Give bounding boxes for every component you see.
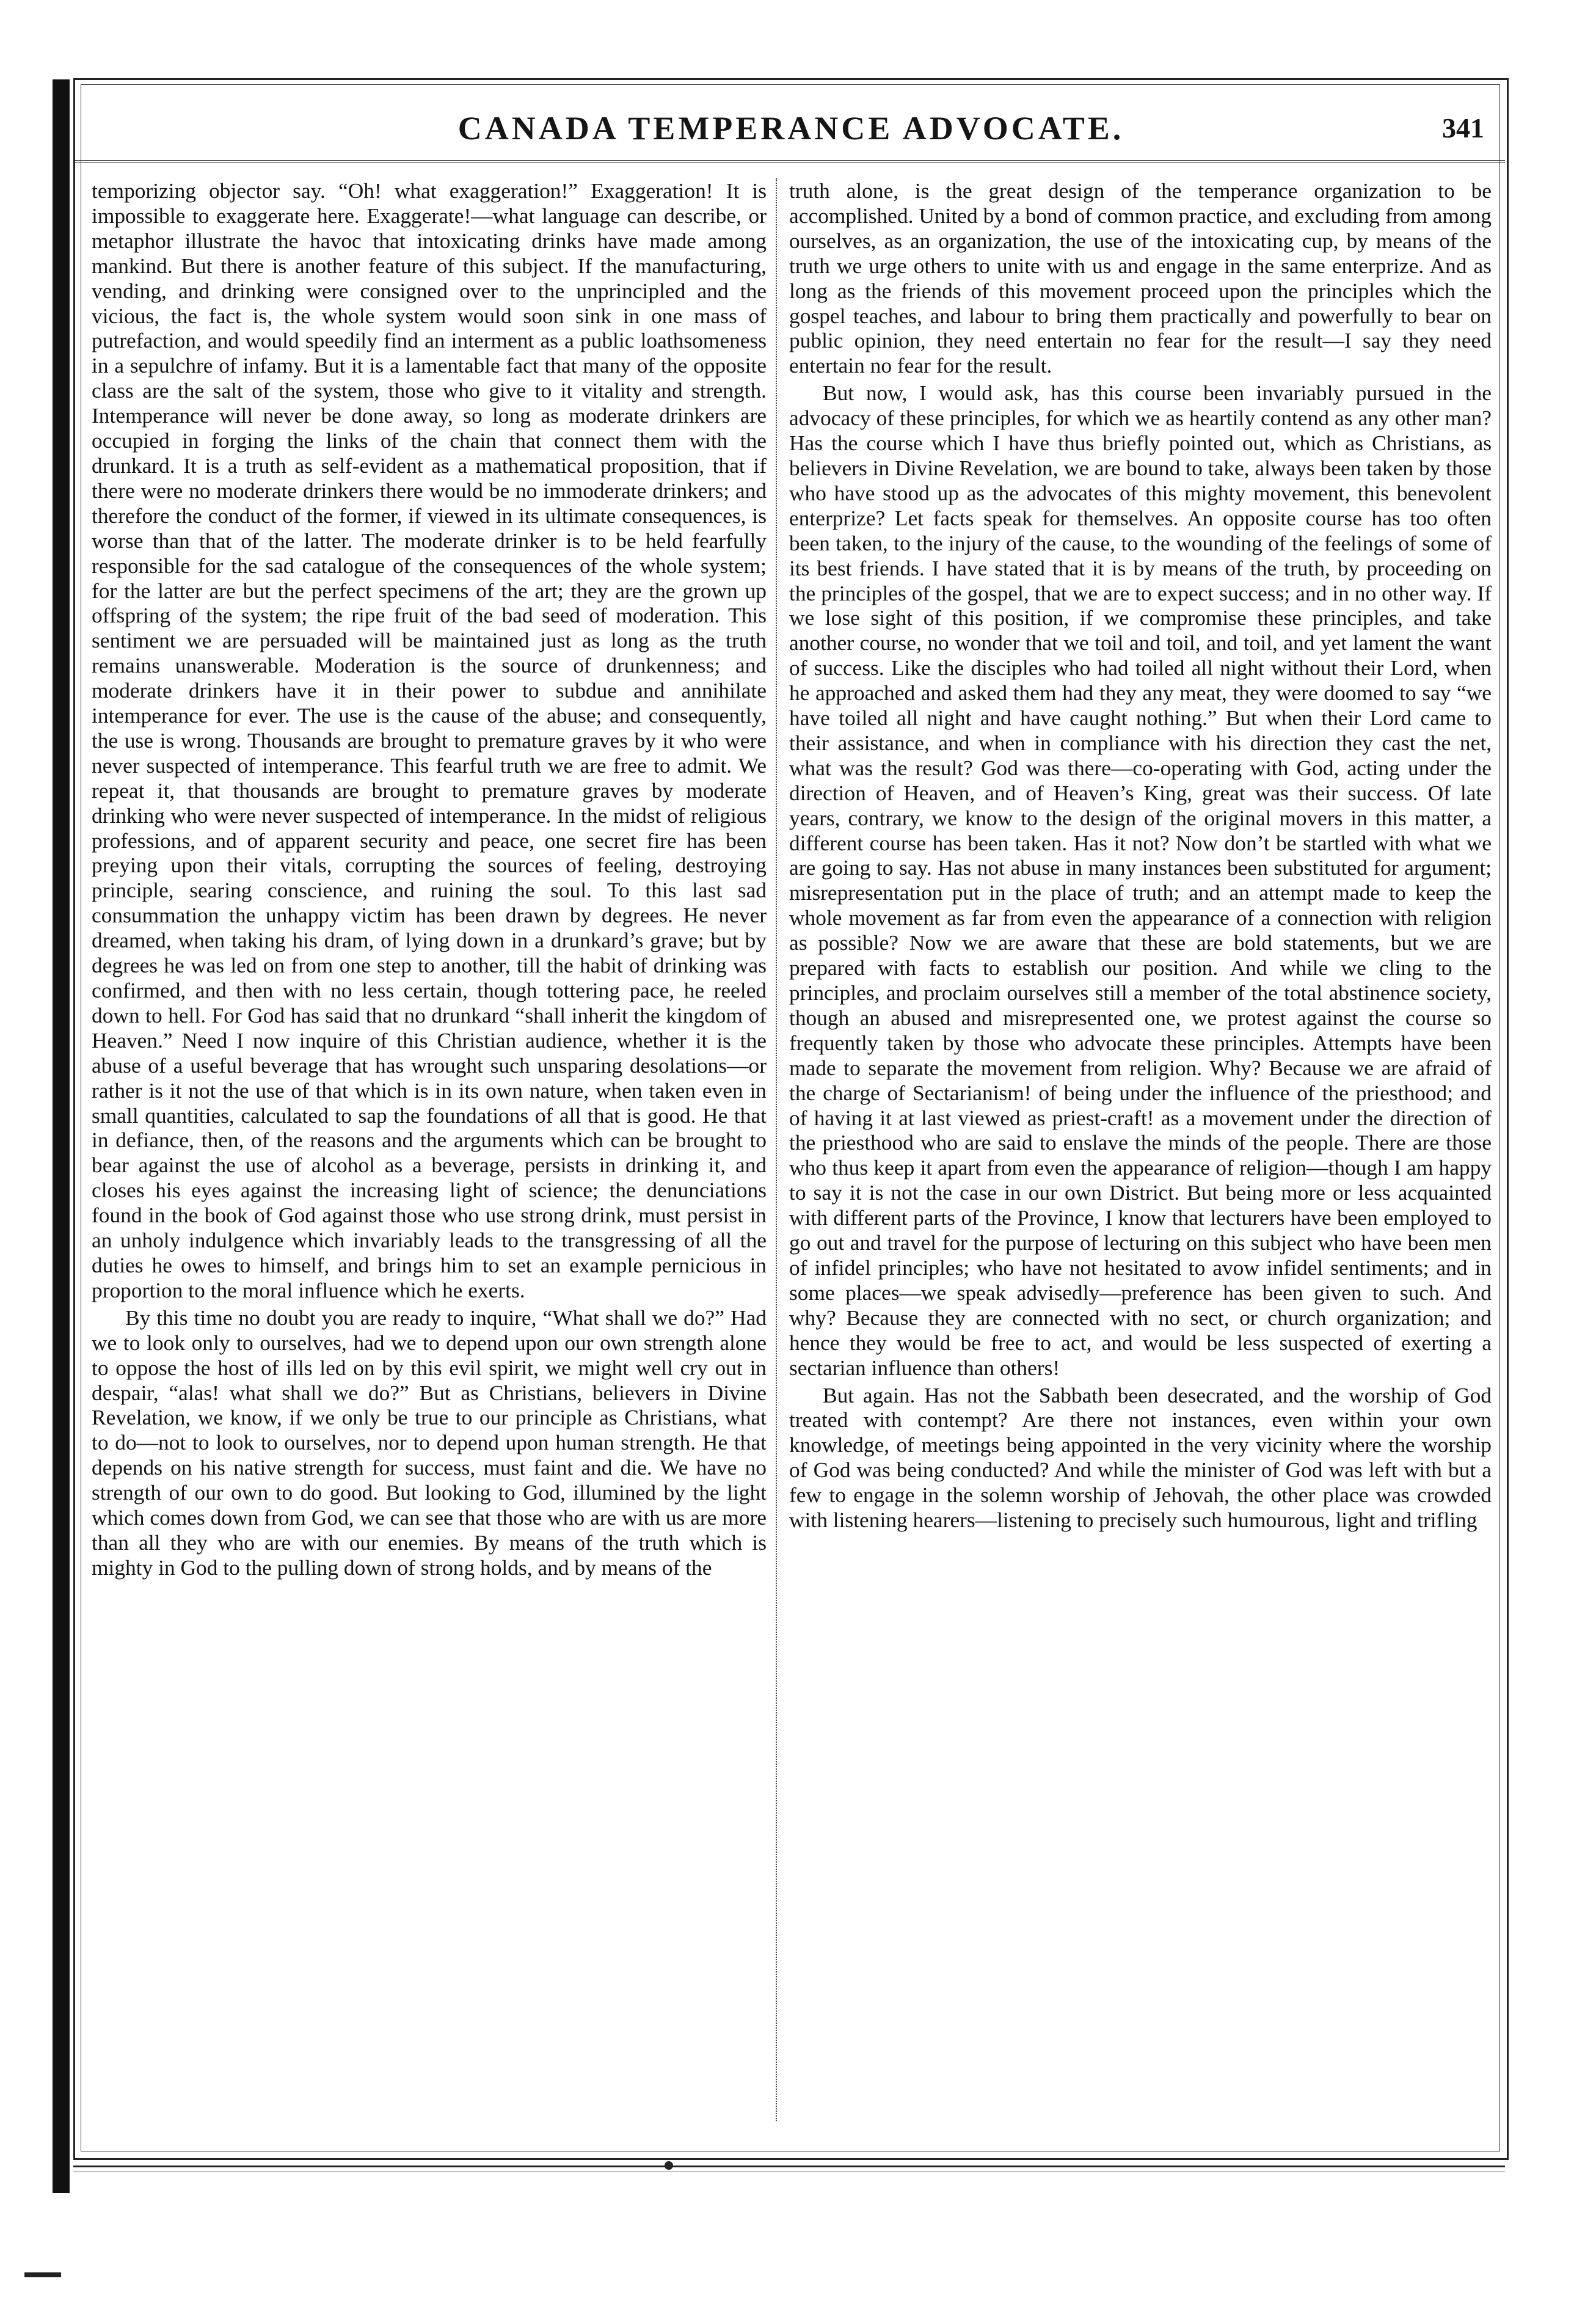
binding-edge-bar — [53, 79, 70, 2193]
column-divider — [776, 178, 777, 2121]
publication-title: CANADA TEMPERANCE ADVOCATE. — [457, 110, 1124, 147]
footer-ornament — [665, 2161, 673, 2170]
corner-mark — [24, 2272, 61, 2277]
page-number: 341 — [1442, 112, 1484, 144]
paragraph: But again. Has not the Sabbath been desecrated, and the worship of God treated with contempt? Are there not instances, even within your own knowledge, of meetings being appointed in the very vicinity where the worship of God was being conducted? And while the minister of God was left with but a few to engage in the solemn worship of Jehovah, the other place was crowded with listening hearers—listening to precisely such humourous, light and trifling — [789, 1382, 1492, 1533]
paragraph: temporizing objector say. “Oh! what exaggeration!” Exaggeration! It is impossible to exaggerate here. Exaggerate!—what language can describe, or metaphor illustrate the havoc that intoxicating drinks have made among mankind. But there is another feature of this subject. If the manufacturing, vending, and drinking were consigned over to the unprincipled and the vicious, the fact is, the whole system would soon sink in one mass of putrefaction, and would speedily find an interment as a public loathsomeness in a sepulchre of infamy. But it is a lamentable fact that many of the opposite class are the salt of the system, those who give to it vitality and strength. Intemperance will never be done away, so long as moderate drinkers are occupied in forging the links of the chain that connect them with the drunkard. It is a truth as self-evident as a mathematical proposition, that if there were no moderate drinkers there would be no immoderate drinkers; and therefore the conduct of the former, if viewed in its ultimate consequences, is worse than that of the latter. The moderate drinker is to be held fearfully responsible for the sad catalogue of the consequences of the whole system; for the latter are but the perfect specimens of the art; they are the grown up offspring of the system; the ripe fruit of the bad seed of moderation. This sentiment we are persuaded will be maintained just as long as the truth remains unanswerable. Moderation is the source of drunkenness; and moderate drinkers have it in their power to subdue and annihilate intemperance for ever. The use is the cause of the abuse; and consequently, the use is wrong. Thousands are brought to premature graves by it who were never suspected of intemperance. This fearful truth we are free to admit. We repeat it, that thousands are brought to premature graves by moderate drinking who were never suspected of intemperance. In the midst of religious professions, and of apparent security and peace, one secret fire has been preying upon their vitals, corrupting the sources of feeling, destroying principle, searing conscience, and ruining the soul. To this last sad consummation the unhappy victim has been drawn by degrees. He never dreamed, when taking his dram, of lying down in a drunkard’s grave; but by degrees he was led on from one step to another, till the habit of drinking was confirmed, and then with no less certain, though tottering pace, he reeled down to hell. For God has said that no drunkard “shall inherit the kingdom of Heaven.” Need I now inquire of this Christian audience, whether it is the abuse of a useful beverage that has wrought such unsparing desolations—or rather is it not the use of that which is in its own nature, when taken even in small quantities, calculated to sap the foundations of all that is good. He that in defiance, then, of the reasons and the arguments which can be brought to bear against the use of alcohol as a beverage, persists in drinking it, and closes his eyes against the increasing light of science; the denunciations found in the book of God against those who use strong drink, must persist in an unholy indulgence which invariably leads to the transgressing of all the duties he owes to himself, and brings him to set an example pernicious in proportion to the moral influence which he exerts. — [92, 178, 767, 1302]
footer-rule — [73, 2166, 1505, 2167]
header-rule — [73, 160, 1505, 162]
left-column — [92, 178, 767, 2121]
paragraph: But now, I would ask, has this course been invariably pursued in the advocacy of these principles, for which we as heartily contend as any other man? Has the course which I have thus briefly pointed out, which as Christians, as believers in Divine Revelation, we are bound to take, always been taken by those who have stood up as the advocates of this mighty movement, this benevolent enterprize? Let facts speak for themselves. An opposite course has too often been taken, to the injury of the cause, to the wounding of the feelings of some of its best friends. I have stated that it is by means of the truth, by proceeding on the principles of the gospel, that we are to expect success; and in no other way. If we lose sight of this position, if we compromise these principles, and take another course, no wonder that we toil and toil, and toil, and yet lament the want of success. Like the disciples who had toiled all night without their Lord, when he approached and asked them had they any meat, they were doomed to say “we have toiled all night and have caught nothing.” But when their Lord came to their assistance, and when in compliance with his direction they cast the net, what was the result? God was there—co-operating with God, acting under the direction of Heaven, and of Heaven’s King, great was their success. Of late years, contrary, we know to the design of the original movers in this matter, a different course has been taken. Has it not? Now don’t be startled with what we are going to say. Has not abuse in many instances been substituted for argument; misrepresentation put in the place of truth; and an attempt made to keep the whole movement as far from even the appearance of a connection with religion as possible? Now we are aware that these are bold statements, but we are prepared with facts to establish our position. And while we cling to the principles, and proclaim ourselves still a member of the total abstinence society, though an abused and misrepresented one, we protest against the course so frequently taken by those who advocate these principles. Attempts have been made to separate the movement from religion. Why? Because we are afraid of the charge of Sectarianism! of being under the influence of the priesthood; and of having it at last viewed as priest-craft! as a movement under the direction of the priesthood who are said to enslave the minds of the people. There are those who thus keep it apart from even the appearance of religion—though I am happy to say it is not the case in our own District. But being more or less acquainted with different parts of the Province, I know that lecturers have been employed to go out and travel for the purpose of lecturing on this subject who have been men of infidel principles; who have not hesitated to avow infidel sentiments; and in some places—we speak advisedly—preference has been given to such. And why? Because they are connected with no sect, or church organization; and hence they would be free to act, and would be less suspected of exerting a sectarian influence than others! — [789, 381, 1492, 1380]
paragraph: truth alone, is the great design of the temperance organization to be accomplished. United by a bond of common practice, and excluding from among ourselves, as an organization, the use of the intoxicating cup, by means of the truth we urge others to unite with us and engage in the same enterprize. And as long as the friends of this movement proceed upon the principles which the gospel teaches, and labour to bring them practically and powerfully to bear on public opinion, they need entertain no fear for the result—I say they need entertain no fear for the result. — [789, 178, 1492, 378]
running-header — [92, 107, 1490, 150]
paragraph: By this time no doubt you are ready to inquire, “What shall we do?” Had we to look only to ourselves, had we to depend upon our own strength alone to oppose the host of ills led on by this evil spirit, we might well cry out in despair, “alas! what shall we do?” But as Christians, believers in Divine Revelation, we know, if we only be true to our principle as Christians, what to do—not to look to ourselves, nor to depend upon human strength. He that depends on his native strength for success, must faint and die. We have no strength of our own to do good. But looking to God, illumined by the light which comes down from God, we can see that those who are with us are more than all they who are with our enemies. By means of the truth which is mighty in God to the pulling down of strong holds, and by means of the — [92, 1305, 767, 1580]
right-column — [789, 178, 1492, 2121]
